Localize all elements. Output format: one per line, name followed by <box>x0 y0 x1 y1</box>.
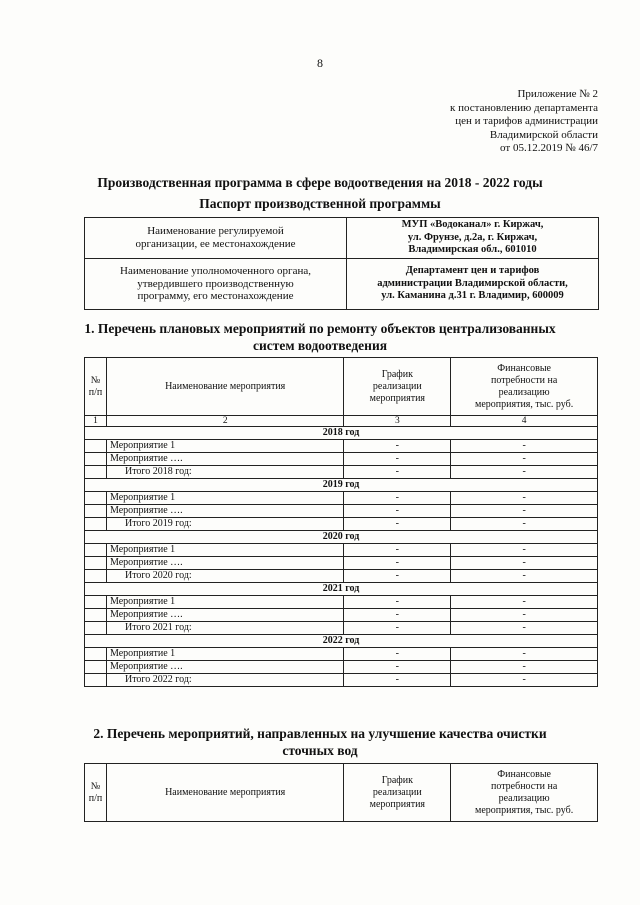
year-row <box>85 635 598 648</box>
header-row <box>85 358 598 416</box>
cell-schedule: - <box>344 648 451 661</box>
text-line: Департамент цен и тарифов <box>405 265 540 277</box>
cell-num <box>85 518 107 531</box>
main-title: Производственная программа в сфере водоотведения на 2018 - 2022 годы <box>97 175 543 190</box>
cell-finance: - <box>451 492 598 505</box>
section2-title <box>0 725 640 759</box>
header-num <box>85 358 107 416</box>
cell-num <box>85 596 107 609</box>
text-line: п/п <box>88 386 103 398</box>
cell-schedule: - <box>344 609 451 622</box>
cell-finance: - <box>451 440 598 453</box>
passport-label <box>85 218 347 259</box>
text-line: п/п <box>88 792 103 804</box>
text-line: мероприятия <box>369 392 426 404</box>
text-line: График <box>381 368 413 380</box>
passport-row <box>85 218 599 259</box>
cell-finance: - <box>451 609 598 622</box>
text-line: График <box>381 774 413 786</box>
text-line: утвердившего производственную <box>137 277 294 290</box>
cell-finance: - <box>451 544 598 557</box>
text-line: № <box>90 374 101 386</box>
passport-value <box>347 259 599 310</box>
text-line: мероприятия <box>369 798 426 810</box>
text-line: мероприятия, тыс. руб. <box>475 398 574 410</box>
text-line: потребности на <box>490 374 558 386</box>
text-line: реализации <box>372 380 422 392</box>
appendix-line: Владимирской области <box>489 128 598 141</box>
cell-finance: - <box>451 518 598 531</box>
section2-table <box>84 763 598 822</box>
text-line: администрации Владимирской области, <box>377 277 568 289</box>
text-line: мероприятия, тыс. руб. <box>475 804 574 816</box>
appendix-block <box>450 88 598 156</box>
year-row <box>85 479 598 492</box>
passport-title: Паспорт производственной программы <box>199 196 441 211</box>
cell-name: Мероприятие …. <box>106 609 343 622</box>
cell-name: Итого 2021 год: <box>106 622 343 635</box>
cell-num <box>85 544 107 557</box>
year-label: 2019 год <box>85 479 598 492</box>
passport-label <box>85 259 347 310</box>
text-line: Владимирская обл., 601010 <box>408 244 537 256</box>
text-line: Наименование регулируемой <box>147 225 284 238</box>
cell-finance: - <box>451 674 598 687</box>
cell-schedule: - <box>344 453 451 466</box>
total-row <box>85 570 598 583</box>
event-row <box>85 648 598 661</box>
text-line: потребности на <box>490 780 558 792</box>
cell-name: Итого 2019 год: <box>106 518 343 531</box>
cell-name: Мероприятие 1 <box>106 648 343 661</box>
col-number: 2 <box>106 416 343 427</box>
text-line: реализацию <box>498 792 550 804</box>
event-row <box>85 609 598 622</box>
appendix-line: Приложение № 2 <box>517 88 598 100</box>
years-body <box>85 427 598 687</box>
text-line: Финансовые <box>497 362 551 374</box>
text-line: Финансовые <box>497 768 551 780</box>
total-row <box>85 466 598 479</box>
cell-num <box>85 492 107 505</box>
text-line: МУП «Водоканал» г. Киржач, <box>401 219 544 231</box>
cell-schedule: - <box>344 557 451 570</box>
cell-schedule: - <box>344 466 451 479</box>
cell-finance: - <box>451 622 598 635</box>
event-row <box>85 661 598 674</box>
cell-finance: - <box>451 596 598 609</box>
cell-num <box>85 466 107 479</box>
event-row <box>85 557 598 570</box>
cell-name: Мероприятие …. <box>106 453 343 466</box>
section1-table <box>84 357 598 687</box>
cell-finance: - <box>451 661 598 674</box>
cell-schedule: - <box>344 492 451 505</box>
cell-schedule: - <box>344 544 451 557</box>
appendix-line: от 05.12.2019 № 46/7 <box>500 142 598 155</box>
appendix-line: к постановлению департамента <box>450 101 598 114</box>
cell-schedule: - <box>344 622 451 635</box>
year-label: 2021 год <box>85 583 598 596</box>
header-schedule <box>344 764 451 822</box>
text-line: № <box>90 780 101 792</box>
cell-num <box>85 674 107 687</box>
text-line: Наименование уполномоченного органа, <box>120 265 311 278</box>
year-label: 2018 год <box>85 427 598 440</box>
total-row <box>85 622 598 635</box>
header-finance <box>451 358 598 416</box>
cell-name: Мероприятие 1 <box>106 544 343 557</box>
event-row <box>85 453 598 466</box>
cell-num <box>85 557 107 570</box>
cell-num <box>85 453 107 466</box>
cell-finance: - <box>451 557 598 570</box>
text-line: реализацию <box>498 386 550 398</box>
total-row <box>85 674 598 687</box>
passport-value <box>347 218 599 259</box>
cell-finance: - <box>451 466 598 479</box>
page-number: 8 <box>317 56 323 70</box>
text-line: программу, его местонахождение <box>137 290 294 303</box>
cell-schedule: - <box>344 674 451 687</box>
header-row <box>85 764 598 822</box>
text-line: 1. Перечень плановых мероприятий по ремонту объектов централизованных <box>84 321 556 336</box>
cell-name: Мероприятие 1 <box>106 596 343 609</box>
section1-title <box>0 320 640 354</box>
cell-schedule: - <box>344 570 451 583</box>
cell-name: Мероприятие …. <box>106 505 343 518</box>
cell-name: Мероприятие 1 <box>106 440 343 453</box>
year-label: 2022 год <box>85 635 598 648</box>
event-row <box>85 492 598 505</box>
cell-finance: - <box>451 570 598 583</box>
cell-num <box>85 609 107 622</box>
cell-num <box>85 661 107 674</box>
cell-schedule: - <box>344 505 451 518</box>
cell-num <box>85 570 107 583</box>
year-row <box>85 583 598 596</box>
total-row <box>85 518 598 531</box>
cell-name: Мероприятие …. <box>106 661 343 674</box>
cell-schedule: - <box>344 518 451 531</box>
event-row <box>85 544 598 557</box>
appendix-line: цен и тарифов администрации <box>455 115 598 128</box>
cell-num <box>85 622 107 635</box>
passport-row <box>85 259 599 310</box>
header-name: Наименование мероприятия <box>106 764 343 822</box>
col-number: 3 <box>344 416 451 427</box>
year-row <box>85 531 598 544</box>
cell-finance: - <box>451 453 598 466</box>
header-schedule <box>344 358 451 416</box>
text-line: ул. Фрунзе, д.2а, г. Киржач, <box>407 231 538 243</box>
cell-num <box>85 440 107 453</box>
header-name: Наименование мероприятия <box>106 358 343 416</box>
cell-name: Итого 2022 год: <box>106 674 343 687</box>
text-line: реализации <box>372 786 422 798</box>
passport-table <box>84 217 599 310</box>
text-line: сточных вод <box>282 743 358 758</box>
cell-name: Итого 2018 год: <box>106 466 343 479</box>
header-num <box>85 764 107 822</box>
text-line: систем водоотведения <box>252 338 388 353</box>
cell-finance: - <box>451 648 598 661</box>
event-row <box>85 505 598 518</box>
text-line: ул. Каманина д.31 г. Владимир, 600009 <box>381 290 564 302</box>
cell-name: Мероприятие …. <box>106 557 343 570</box>
event-row <box>85 440 598 453</box>
year-row <box>85 427 598 440</box>
col-number: 4 <box>451 416 598 427</box>
year-label: 2020 год <box>85 531 598 544</box>
event-row <box>85 596 598 609</box>
cell-name: Мероприятие 1 <box>106 492 343 505</box>
column-numbers-row <box>85 416 598 427</box>
cell-num <box>85 648 107 661</box>
cell-schedule: - <box>344 440 451 453</box>
col-number: 1 <box>85 416 107 427</box>
cell-name: Итого 2020 год: <box>106 570 343 583</box>
cell-num <box>85 505 107 518</box>
header-finance <box>451 764 598 822</box>
text-line: организации, ее местонахождение <box>135 238 296 250</box>
text-line: 2. Перечень мероприятий, направленных на улучшение качества очистки <box>93 726 547 741</box>
cell-schedule: - <box>344 661 451 674</box>
cell-schedule: - <box>344 596 451 609</box>
cell-finance: - <box>451 505 598 518</box>
